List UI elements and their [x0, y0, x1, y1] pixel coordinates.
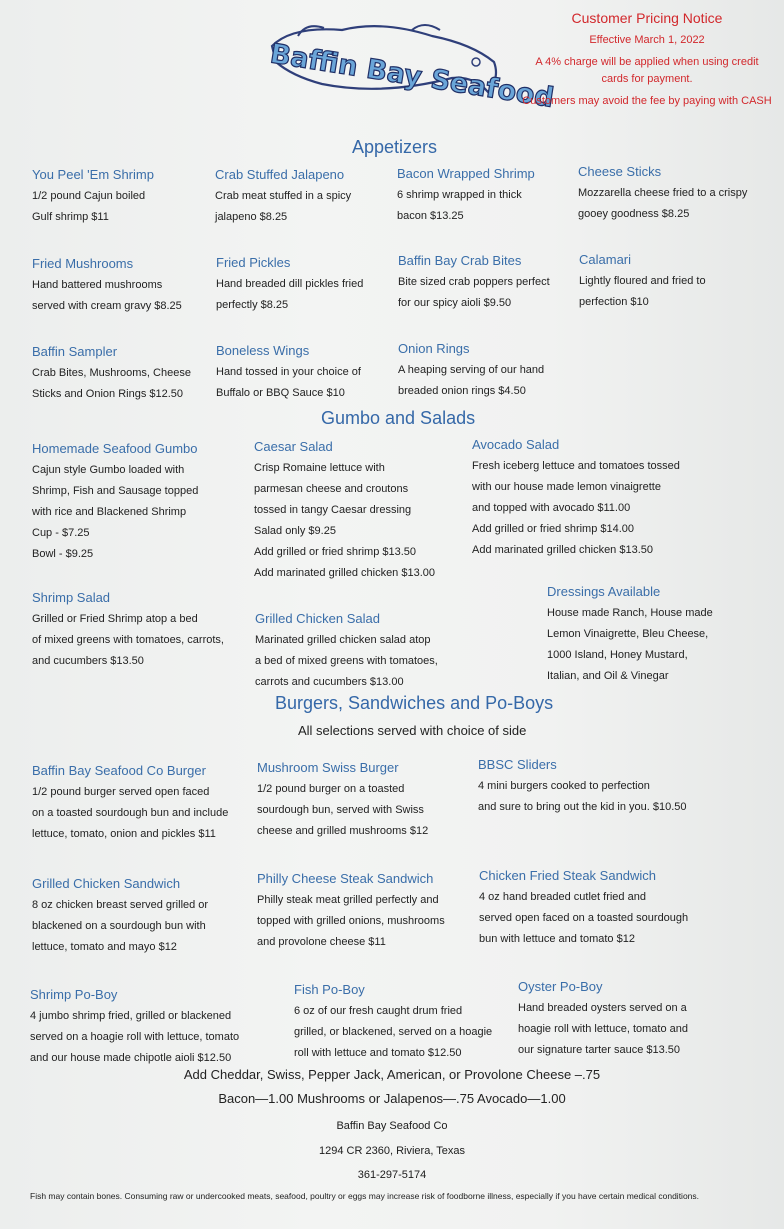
- description-line: served with cream gravy $8.25: [32, 300, 182, 312]
- menu-item-description: [257, 890, 445, 953]
- description-line: tossed in tangy Caesar dressing: [254, 504, 412, 516]
- menu-item-title: Chicken Fried Steak Sandwich: [479, 868, 657, 883]
- menu-item-title: Shrimp Po-Boy: [30, 987, 118, 1002]
- description-line: perfectly $8.25: [216, 299, 289, 311]
- menu-item-description: [32, 895, 208, 958]
- menu-item-title: Fried Pickles: [216, 255, 291, 270]
- menu-item-baffin-bay-crab-bites: [398, 253, 550, 314]
- menu-item-title: Baffin Sampler: [32, 344, 118, 359]
- description-line: Add marinated grilled chicken $13.50: [472, 544, 654, 556]
- menu-item-title: Fried Mushrooms: [32, 256, 134, 271]
- description-line: Salad only $9.25: [254, 525, 336, 537]
- description-line: Crisp Romaine lettuce with: [254, 462, 385, 474]
- menu-item-grilled-chicken-salad: [255, 611, 438, 693]
- menu-item-dressings-available: [547, 584, 713, 687]
- description-line: Buffalo or BBQ Sauce $10: [216, 387, 345, 399]
- menu-item-title: You Peel 'Em Shrimp: [32, 167, 154, 182]
- burgers-heading: Burgers, Sandwiches and Po-Boys: [275, 693, 554, 713]
- description-line: with rice and Blackened Shrimp: [32, 506, 187, 518]
- menu-item-fish-po-boy: [294, 982, 492, 1064]
- menu-item-calamari: [579, 252, 706, 313]
- menu-item-description: [579, 271, 706, 313]
- description-line: Italian, and Oil & Vinegar: [547, 670, 669, 682]
- menu-item-oyster-po-boy: [518, 979, 688, 1061]
- menu-item-description: [32, 275, 182, 317]
- menu-item-you-peel-em-shrimp: [32, 167, 154, 228]
- description-line: Lemon Vinaigrette, Bleu Cheese,: [547, 628, 709, 640]
- menu-item-title: Calamari: [579, 252, 632, 267]
- description-line: blackened on a sourdough bun with: [32, 920, 206, 932]
- menu-item-fried-mushrooms: [32, 256, 182, 317]
- description-line: parmesan cheese and croutons: [254, 483, 409, 495]
- logo-text: Baffin Bay Seafood: [267, 38, 556, 114]
- menu-item-baffin-bay-seafood-co-burger: [32, 763, 228, 845]
- menu-item-description: [32, 363, 191, 405]
- menu-item-fried-pickles: [216, 255, 363, 316]
- menu-item-title: Dressings Available: [547, 584, 661, 599]
- description-line: Grilled or Fried Shrimp atop a bed: [32, 613, 198, 625]
- menu-item-description: [30, 1006, 239, 1069]
- description-line: 1/2 pound burger served open faced: [32, 786, 210, 798]
- description-line: A heaping serving of our hand: [398, 364, 545, 376]
- description-line: House made Ranch, House made: [547, 607, 713, 619]
- menu-item-title: Crab Stuffed Jalapeno: [215, 167, 345, 182]
- menu-item-baffin-sampler: [32, 344, 191, 405]
- menu-item-mushroom-swiss-burger: [257, 760, 428, 842]
- description-line: and our house made chipotle aioli $12.50: [30, 1052, 232, 1064]
- menu-item-homemade-seafood-gumbo: [32, 441, 198, 565]
- description-line: and topped with avocado $11.00: [472, 502, 631, 514]
- description-line: Crab Bites, Mushrooms, Cheese: [32, 367, 191, 379]
- description-line: Add marinated grilled chicken $13.00: [254, 567, 436, 579]
- description-line: Gulf shrimp $11: [32, 211, 109, 223]
- menu-item-description: [215, 186, 351, 228]
- description-line: lettuce, tomato and mayo $12: [32, 941, 177, 953]
- description-line: perfection $10: [579, 296, 649, 308]
- description-line: Shrimp, Fish and Sausage topped: [32, 485, 199, 497]
- description-line: and sure to bring out the kid in you. $10.50: [478, 801, 687, 813]
- description-line: 1/2 pound Cajun boiled: [32, 190, 146, 202]
- description-line: Add grilled or fried shrimp $13.50: [254, 546, 417, 558]
- description-line: served open faced on a toasted sourdough: [479, 912, 689, 924]
- description-line: Cup - $7.25: [32, 527, 90, 539]
- menu-item-title: Onion Rings: [398, 341, 470, 356]
- menu-item-description: [578, 183, 747, 225]
- description-line: topped with grilled onions, mushrooms: [257, 915, 445, 927]
- cheese-addons: Add Cheddar, Swiss, Pepper Jack, American, or Provolone Cheese –.75: [183, 1067, 601, 1082]
- description-line: Lightly floured and fried to: [579, 275, 706, 287]
- description-line: Crab meat stuffed in a spicy: [215, 190, 352, 202]
- notice-title: Customer Pricing Notice: [571, 10, 723, 26]
- menu-item-title: Mushroom Swiss Burger: [257, 760, 399, 775]
- menu-item-avocado-salad: [472, 437, 680, 561]
- description-line: Marinated grilled chicken salad atop: [255, 634, 431, 646]
- menu-item-shrimp-salad: [32, 590, 224, 672]
- menu-item-crab-stuffed-jalapeno: [215, 167, 351, 228]
- description-line: 4 mini burgers cooked to perfection: [478, 780, 650, 792]
- footer-name: Baffin Bay Seafood Co: [336, 1120, 448, 1132]
- customer-pricing-notice: [522, 8, 772, 110]
- menu-item-title: Caesar Salad: [254, 439, 333, 454]
- description-line: 6 oz of our fresh caught drum fried: [294, 1005, 463, 1017]
- menu-item-title: Boneless Wings: [216, 343, 310, 358]
- description-line: 4 jumbo shrimp fried, grilled or blackened: [30, 1010, 232, 1022]
- footer-address: 1294 CR 2360, Riviera, Texas: [319, 1145, 465, 1157]
- description-line: carrots and cucumbers $13.00: [255, 676, 404, 688]
- description-line: lettuce, tomato, onion and pickles $11: [32, 828, 216, 840]
- menu-item-title: Grilled Chicken Sandwich: [32, 876, 181, 891]
- menu-item-title: Shrimp Salad: [32, 590, 111, 605]
- description-line: on a toasted sourdough bun and include: [32, 807, 229, 819]
- menu-item-bbsc-sliders: [478, 757, 687, 818]
- description-line: 4 oz hand breaded cutlet fried and: [479, 891, 646, 903]
- description-line: bun with lettuce and tomato $12: [479, 933, 635, 945]
- menu-item-description: [216, 274, 363, 316]
- menu-item-cheese-sticks: [578, 164, 747, 225]
- description-line: bacon $13.25: [397, 210, 464, 222]
- description-line: of mixed greens with tomatoes, carrots,: [32, 634, 224, 646]
- description-line: roll with lettuce and tomato $12.50: [294, 1047, 462, 1059]
- menu-item-description: [32, 186, 154, 228]
- menu-item-caesar-salad: [254, 439, 435, 584]
- appetizers-heading: Appetizers: [352, 137, 438, 157]
- description-line: sourdough bun, served with Swiss: [257, 804, 424, 816]
- menu-item-title: BBSC Sliders: [478, 757, 557, 772]
- description-line: hoagie roll with lettuce, tomato and: [518, 1023, 688, 1035]
- baffin-bay-seafood-logo: [262, 18, 556, 123]
- notice-cash-note: Customers may avoid the fee by paying with CASH: [522, 95, 772, 107]
- menu-item-chicken-fried-steak-sandwich: [479, 868, 688, 950]
- menu-item-grilled-chicken-sandwich: [32, 876, 208, 958]
- description-line: Bowl - $9.25: [32, 548, 94, 560]
- burgers-subheading: All selections served with choice of side: [298, 723, 527, 738]
- menu-item-bacon-wrapped-shrimp: [397, 166, 535, 227]
- menu-item-description: [216, 362, 361, 404]
- menu-item-description: [479, 887, 688, 950]
- menu-item-title: Avocado Salad: [472, 437, 560, 452]
- menu-item-title: Cheese Sticks: [578, 164, 662, 179]
- description-line: and cucumbers $13.50: [32, 655, 144, 667]
- description-line: Cajun style Gumbo loaded with: [32, 464, 185, 476]
- footer-phone: 361-297-5174: [357, 1169, 427, 1181]
- menu-item-title: Grilled Chicken Salad: [255, 611, 381, 626]
- description-line: Philly steak meat grilled perfectly and: [257, 894, 439, 906]
- description-line: for our spicy aioli $9.50: [398, 297, 512, 309]
- description-line: Hand tossed in your choice of: [216, 366, 361, 378]
- menu-item-description: [257, 779, 428, 842]
- menu-item-title: Baffin Bay Crab Bites: [398, 253, 522, 268]
- menu-item-boneless-wings: [216, 343, 361, 404]
- menu-item-description: [472, 456, 680, 561]
- menu-item-title: Fish Po-Boy: [294, 982, 365, 997]
- description-line: served on a hoagie roll with lettuce, tomato: [30, 1031, 240, 1043]
- description-line: jalapeno $8.25: [215, 211, 288, 223]
- description-line: and provolone cheese $11: [257, 936, 386, 948]
- menu-item-description: [397, 185, 535, 227]
- menu-item-description: [478, 776, 687, 818]
- food-safety-disclaimer: Fish may contain bones. Consuming raw or undercooked meats, seafood, poultry or eggs may increase risk of foodborne illness, especially if you have certain medical conditions.: [30, 1191, 700, 1201]
- menu-item-description: [32, 609, 224, 672]
- menu-item-description: [32, 460, 198, 565]
- description-line: Sticks and Onion Rings $12.50: [32, 388, 184, 400]
- gumbo-salads-heading: Gumbo and Salads: [321, 408, 476, 428]
- topping-addons: Bacon—1.00 Mushrooms or Jalapenos—.75 Avocado—1.00: [218, 1091, 566, 1106]
- description-line: gooey goodness $8.25: [578, 208, 690, 220]
- menu-item-title: Philly Cheese Steak Sandwich: [257, 871, 434, 886]
- description-line: Add grilled or fried shrimp $14.00: [472, 523, 635, 535]
- menu-item-description: [32, 782, 228, 845]
- menu-item-description: [294, 1001, 492, 1064]
- menu-item-description: [254, 458, 435, 584]
- menu-item-onion-rings: [398, 341, 544, 402]
- description-line: a bed of mixed greens with tomatoes,: [255, 655, 438, 667]
- menu-item-philly-cheese-steak-sandwich: [257, 871, 445, 953]
- description-line: Hand breaded oysters served on a: [518, 1002, 687, 1014]
- description-line: Fresh iceberg lettuce and tomatoes tossed: [472, 460, 680, 472]
- menu-item-description: [518, 998, 688, 1061]
- description-line: our signature tarter sauce $13.50: [518, 1044, 681, 1056]
- description-line: 1000 Island, Honey Mustard,: [547, 649, 688, 661]
- menu-item-title: Oyster Po-Boy: [518, 979, 603, 994]
- menu-item-description: [547, 603, 713, 687]
- menu-item-title: Bacon Wrapped Shrimp: [397, 166, 535, 181]
- description-line: Hand breaded dill pickles fried: [216, 278, 364, 290]
- menu-item-title: Baffin Bay Seafood Co Burger: [32, 763, 206, 778]
- description-line: Bite sized crab poppers perfect: [398, 276, 550, 288]
- description-line: 8 oz chicken breast served grilled or: [32, 899, 209, 911]
- description-line: 6 shrimp wrapped in thick: [397, 189, 522, 201]
- description-line: Hand battered mushrooms: [32, 279, 163, 291]
- description-line: grilled, or blackened, served on a hoagie: [294, 1026, 493, 1038]
- description-line: with our house made lemon vinaigrette: [472, 481, 661, 493]
- description-line: 1/2 pound burger on a toasted: [257, 783, 405, 795]
- menu-item-title: Homemade Seafood Gumbo: [32, 441, 198, 456]
- menu-item-description: [398, 272, 550, 314]
- notice-card-charge: A 4% charge will be applied when using credit cards for payment.: [535, 56, 759, 85]
- description-line: cheese and grilled mushrooms $12: [257, 825, 429, 837]
- menu-item-description: [255, 630, 438, 693]
- description-line: Mozzarella cheese fried to a crispy: [578, 187, 748, 199]
- notice-effective: Effective March 1, 2022: [589, 34, 705, 46]
- menu-item-shrimp-po-boy: [30, 987, 239, 1069]
- description-line: breaded onion rings $4.50: [398, 385, 526, 397]
- menu-item-description: [398, 360, 544, 402]
